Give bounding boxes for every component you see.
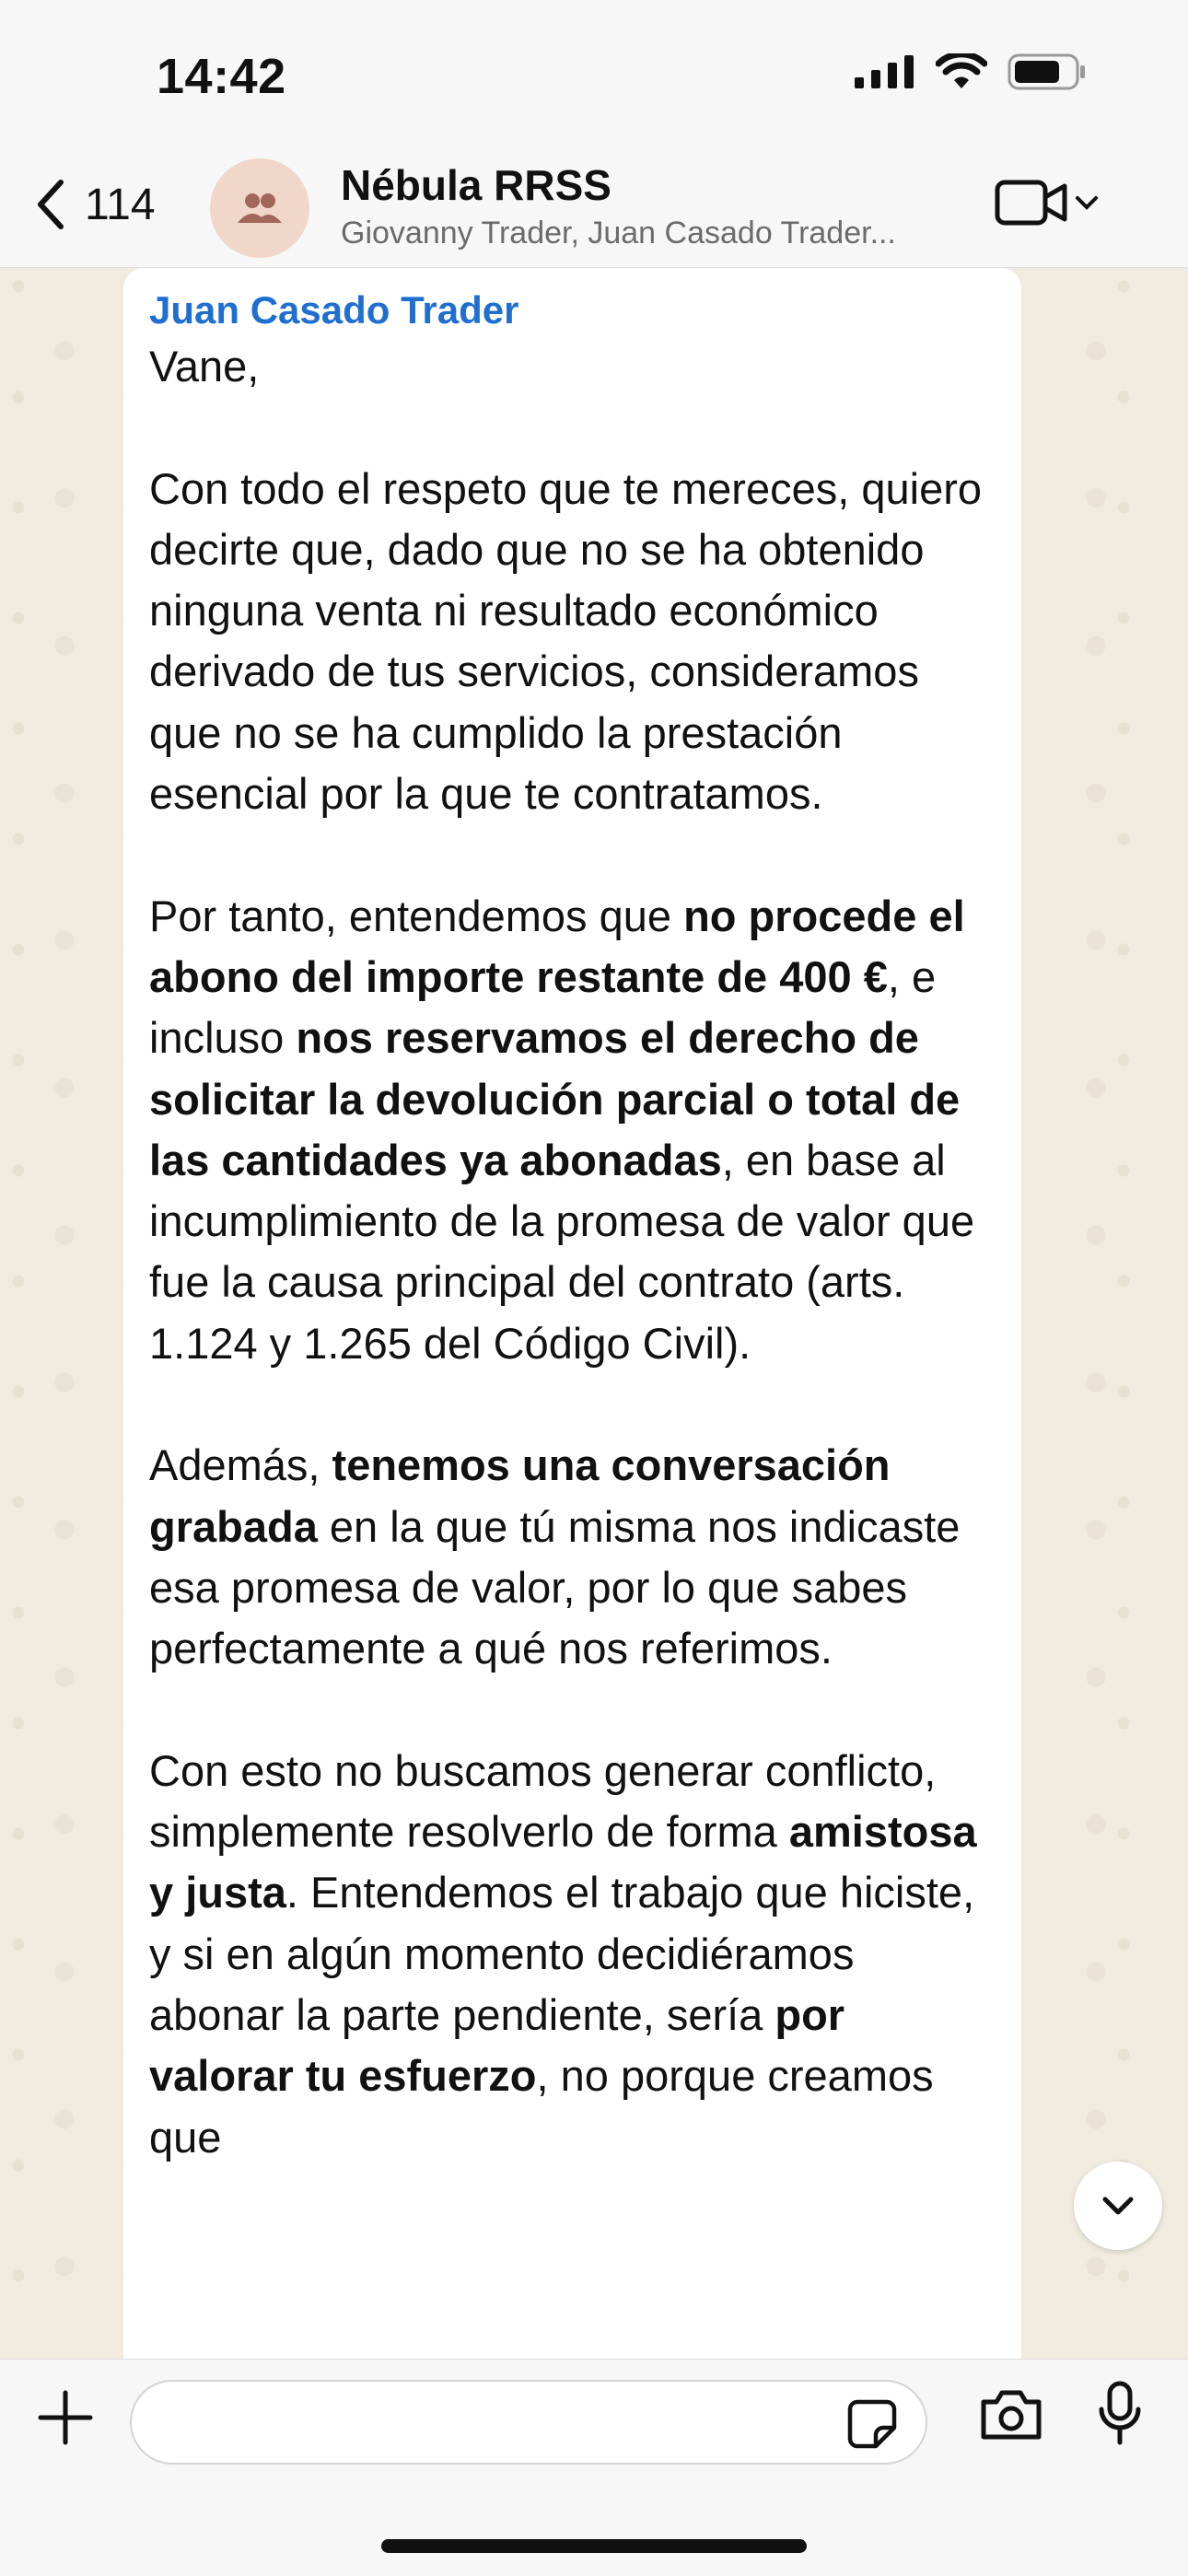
chat-area[interactable] (0, 268, 1188, 2359)
sticker-button[interactable] (844, 2396, 900, 2456)
video-camera-icon (995, 177, 1068, 228)
scroll-to-bottom-button[interactable] (1074, 2162, 1162, 2250)
message-body (149, 336, 996, 2168)
camera-button[interactable] (978, 2387, 1044, 2447)
message-input[interactable] (132, 2382, 843, 2465)
wifi-icon (936, 53, 987, 90)
message-paragraph-4: Con esto no buscamos generar conflicto, simplemente resolverlo de forma amistosa y justa. Entendemos el trabajo que hiciste, y si en algún momento decidiéramos abonar la parte pendiente, sería por valorar tu esfuerzo, no porque creamos que (149, 1745, 977, 2162)
sticker-icon (844, 2396, 900, 2452)
battery-icon (1007, 53, 1087, 90)
attach-button[interactable] (35, 2387, 96, 2453)
status-bar (0, 0, 1188, 157)
back-button[interactable] (31, 177, 156, 232)
microphone-icon (1094, 2380, 1146, 2446)
video-call-button[interactable] (995, 177, 1100, 228)
camera-icon (978, 2387, 1044, 2442)
chevron-left-icon (31, 177, 68, 232)
chevron-down-icon (1074, 193, 1100, 212)
message-input-wrapper (130, 2380, 927, 2465)
chat-info[interactable] (341, 160, 967, 251)
chat-title: Nébula RRSS (341, 161, 611, 209)
chevron-down-icon (1100, 2194, 1136, 2218)
plus-icon (35, 2387, 96, 2448)
message-greeting: Vane, (149, 342, 260, 390)
message-bubble[interactable] (123, 268, 1021, 2359)
status-icons (855, 53, 1087, 90)
home-indicator[interactable] (381, 2539, 807, 2553)
cellular-signal-icon (855, 55, 915, 88)
unread-count: 114 (85, 180, 156, 229)
group-avatar[interactable] (210, 158, 309, 258)
voice-message-button[interactable] (1094, 2380, 1146, 2451)
chat-participants: Giovanny Trader, Juan Casado Trader... (341, 216, 896, 251)
group-icon (234, 190, 285, 227)
status-time: 14:42 (157, 49, 286, 104)
chat-header (0, 157, 1188, 268)
message-paragraph-2: Por tanto, entendemos que no procede el abono del importe restante de 400 €, e incluso nos reservamos el derecho de solicitar la devolución parcial o total de las cantidades ya abonadas, en base al incumplimiento de la promesa de valor que fue la causa principal del contrato (arts. 1.124 y 1.265 del Código Civil). (149, 891, 975, 1368)
message-paragraph-3: Además, tenemos una conversación grabada en la que tú misma nos indicaste esa promesa de valor, por lo que sabes perfectamente a qué nos referimos. (149, 1440, 961, 1673)
message-paragraph-1: Con todo el respeto que te mereces, quiero decirte que, dado que no se ha obtenido ninguna venta ni resultado económico derivado de tus servicios, consideramos que no se ha cumplido la prestación esencial por la que te contratamos. (149, 463, 982, 819)
message-sender[interactable]: Juan Casado Trader (149, 288, 519, 332)
